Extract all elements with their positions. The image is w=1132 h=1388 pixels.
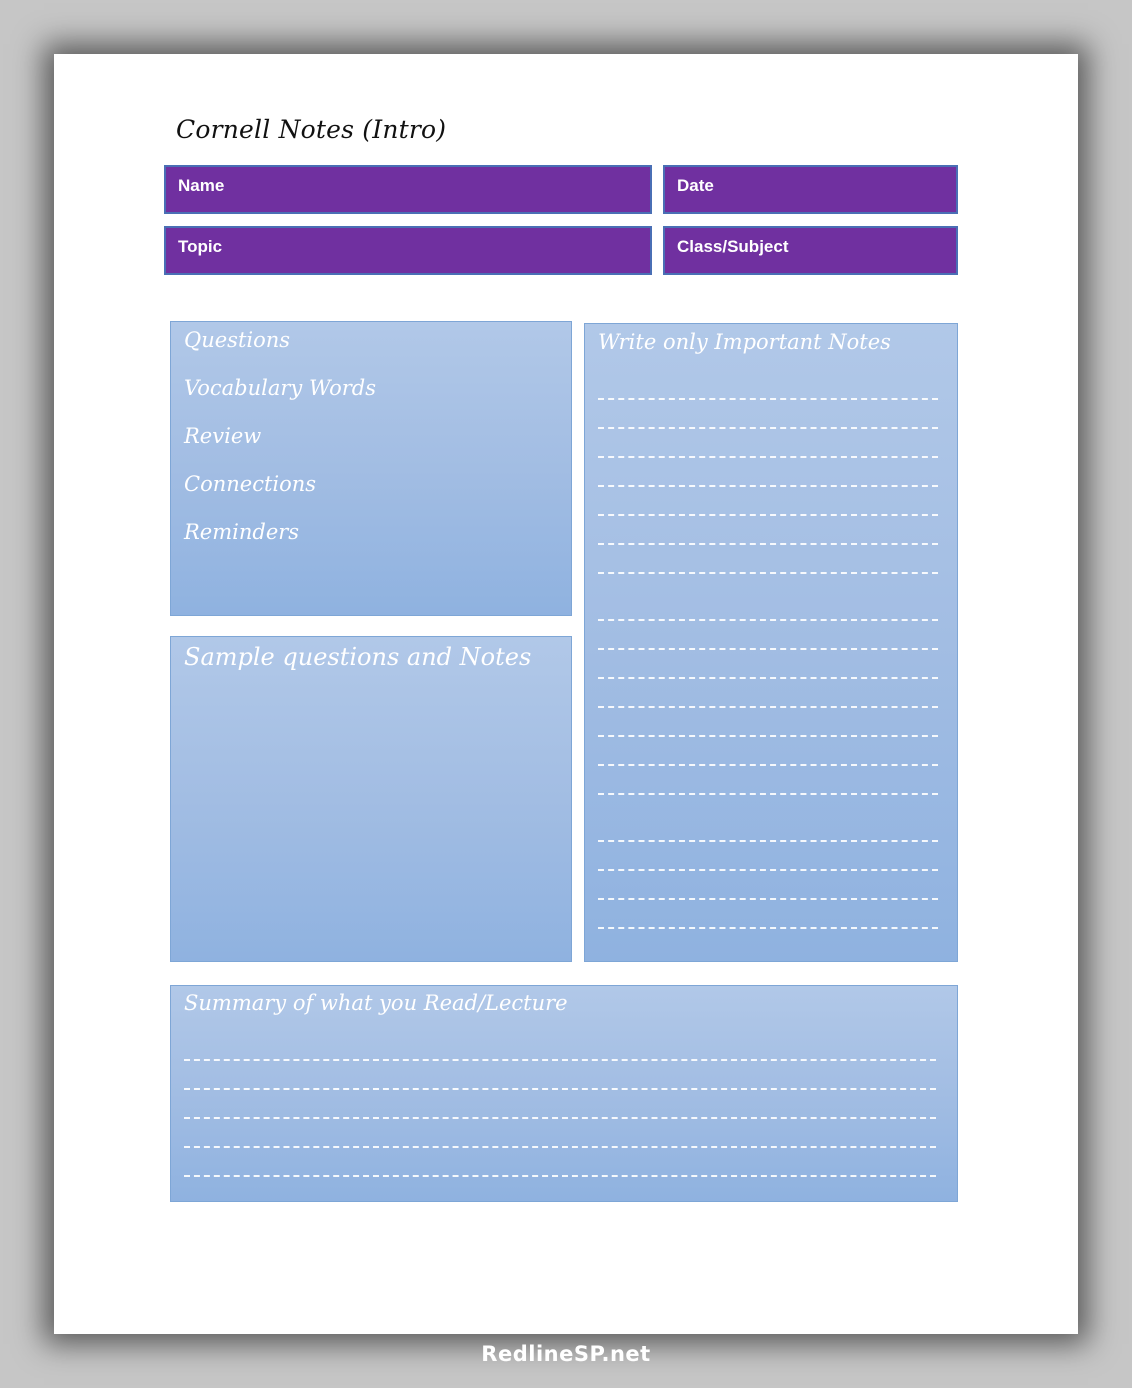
note-line[interactable]: [598, 543, 938, 545]
notes-panel[interactable]: [584, 323, 958, 962]
date-label: Date: [677, 176, 714, 195]
note-line[interactable]: [598, 927, 938, 929]
note-line[interactable]: [598, 572, 938, 574]
summary-line[interactable]: [184, 1117, 936, 1119]
watermark: RedlineSP.net: [481, 1342, 651, 1366]
note-line[interactable]: [598, 840, 938, 842]
note-line[interactable]: [598, 793, 938, 795]
notes-heading: Write only Important Notes: [598, 330, 891, 354]
summary-line[interactable]: [184, 1146, 936, 1148]
summary-heading: Summary of what you Read/Lecture: [184, 991, 568, 1015]
note-line[interactable]: [598, 456, 938, 458]
note-line[interactable]: [598, 514, 938, 516]
document-title: Cornell Notes (Intro): [176, 115, 447, 144]
date-field[interactable]: [663, 165, 958, 214]
sample-questions-heading: Sample questions and Notes: [184, 643, 532, 671]
note-line[interactable]: [598, 706, 938, 708]
cue-item-vocabulary-words: Vocabulary Words: [184, 376, 377, 400]
summary-line[interactable]: [184, 1088, 936, 1090]
name-label: Name: [178, 176, 225, 195]
note-line[interactable]: [598, 648, 938, 650]
note-line[interactable]: [598, 869, 938, 871]
summary-line[interactable]: [184, 1175, 936, 1177]
note-line[interactable]: [598, 485, 938, 487]
topic-field[interactable]: [164, 226, 652, 275]
cue-item-questions: Questions: [184, 328, 291, 352]
cue-item-review: Review: [184, 424, 262, 448]
note-line[interactable]: [598, 764, 938, 766]
note-line[interactable]: [598, 735, 938, 737]
note-line[interactable]: [598, 619, 938, 621]
note-line[interactable]: [598, 427, 938, 429]
topic-label: Topic: [178, 237, 223, 256]
note-line[interactable]: [598, 398, 938, 400]
class-subject-field[interactable]: [663, 226, 958, 275]
summary-panel[interactable]: [170, 985, 958, 1202]
cue-item-connections: Connections: [184, 472, 317, 496]
cue-column-panel: [170, 321, 572, 616]
cue-item-reminders: Reminders: [184, 520, 300, 544]
note-line[interactable]: [598, 677, 938, 679]
name-field[interactable]: [164, 165, 652, 214]
summary-line[interactable]: [184, 1059, 936, 1061]
note-line[interactable]: [598, 898, 938, 900]
sample-questions-panel[interactable]: [170, 636, 572, 962]
class-subject-label: Class/Subject: [677, 237, 789, 256]
